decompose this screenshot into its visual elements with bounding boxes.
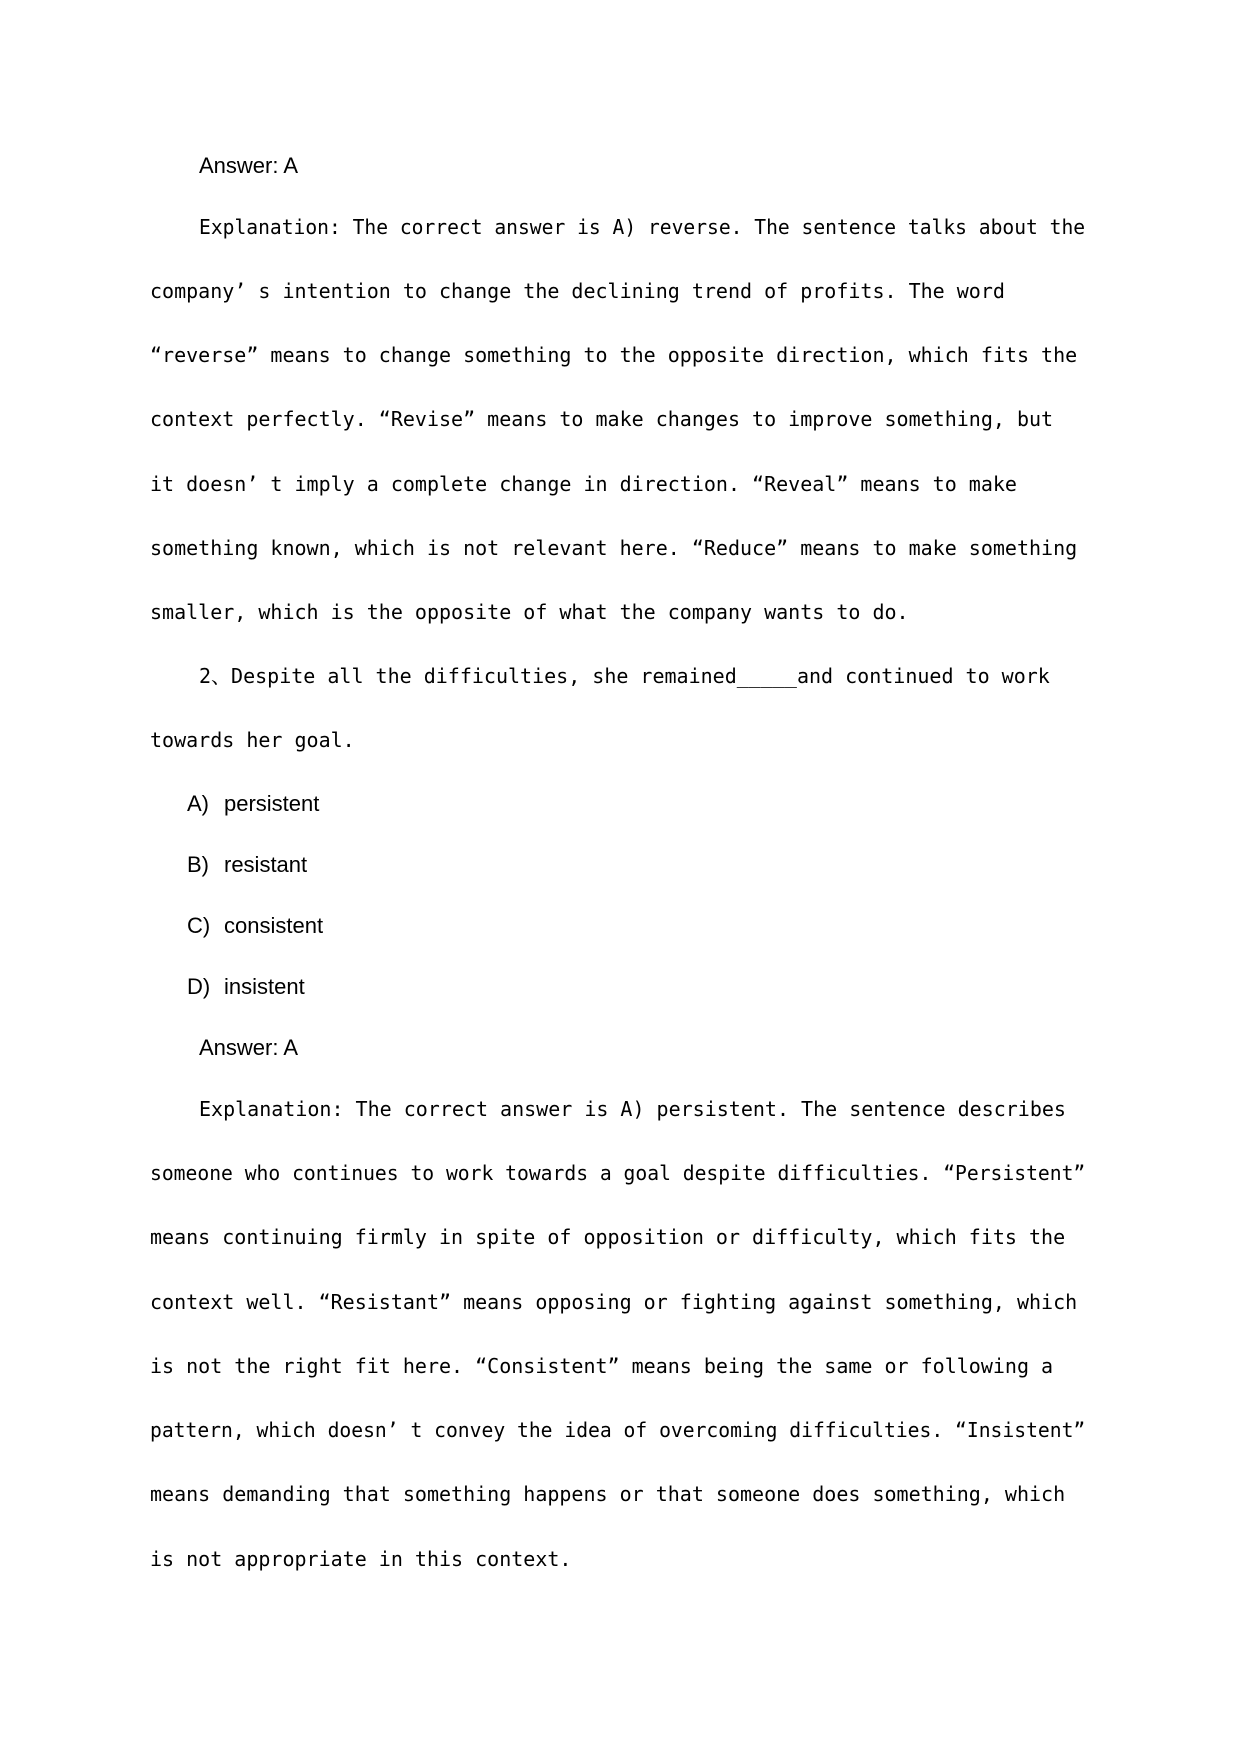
option-text: persistent: [224, 791, 320, 816]
option-text: consistent: [224, 913, 324, 938]
explanation-line: means continuing firmly in spite of opposition or difficulty, which fits the: [150, 1225, 1066, 1249]
option-text: insistent: [224, 974, 305, 999]
question-line: 2、Despite all the difficulties, she remained_____and continued to work: [199, 664, 1050, 688]
option-letter: D): [187, 974, 211, 999]
explanation-line: is not the right fit here. “Consistent” means being the same or following a: [150, 1354, 1054, 1378]
question-line: towards her goal.: [150, 728, 355, 752]
explanation-line: someone who continues to work towards a goal despite difficulties. “Persistent”: [150, 1161, 1086, 1185]
option-d: [187, 972, 305, 1002]
option-text: resistant: [224, 852, 308, 877]
option-b: [187, 850, 307, 880]
explanation-line: Explanation: The correct answer is A) reverse. The sentence talks about the: [199, 215, 1086, 239]
answer-label: Answer: A: [199, 153, 299, 178]
explanation-line: “reverse” means to change something to the opposite direction, which fits the: [150, 343, 1078, 367]
explanation-line: Explanation: The correct answer is A) persistent. The sentence describes: [199, 1097, 1066, 1121]
option-letter: C): [187, 913, 211, 938]
explanation-line: context well. “Resistant” means opposing or fighting against something, which: [150, 1290, 1078, 1314]
explanation-line: smaller, which is the opposite of what the company wants to do.: [150, 600, 909, 624]
explanation-line: pattern, which doesn’ t convey the idea of overcoming difficulties. “Insistent”: [150, 1418, 1086, 1442]
option-a: [187, 789, 319, 819]
explanation-line: means demanding that something happens or that someone does something, which: [150, 1482, 1066, 1506]
explanation-line: something known, which is not relevant here. “Reduce” means to make something: [150, 536, 1078, 560]
explanation-line: it doesn’ t imply a complete change in direction. “Reveal” means to make: [150, 472, 1017, 496]
option-letter: B): [187, 852, 209, 877]
explanation-line: company’ s intention to change the declining trend of profits. The word: [150, 279, 1005, 303]
explanation-line: is not appropriate in this context.: [150, 1547, 572, 1571]
option-c: [187, 911, 323, 941]
answer-label: Answer: A: [199, 1035, 299, 1060]
explanation-line: context perfectly. “Revise” means to make changes to improve something, but: [150, 407, 1054, 431]
option-letter: A): [187, 791, 209, 816]
